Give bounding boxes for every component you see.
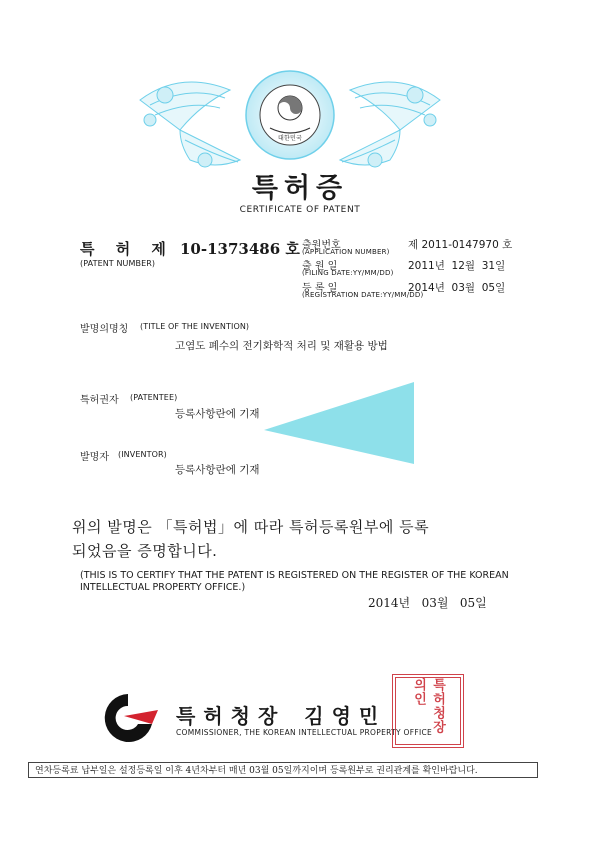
- filing-date-value: 2011년 12월 31일: [408, 260, 506, 272]
- seal-text: 특허청장의인: [411, 678, 445, 734]
- certification-date: 2014년 03월 05일: [368, 596, 487, 610]
- inventor-label: 발명자: [80, 452, 109, 463]
- filing-date-label-en: (FILING DATE:YY/MM/DD): [302, 269, 394, 277]
- registration-date-value: 2014년 03월 05일: [408, 282, 506, 294]
- patent-number-value: 10-1373486 호: [180, 240, 300, 258]
- filing-date-label: 출 원 일: [302, 261, 338, 272]
- certification-english: [80, 570, 550, 594]
- patent-number-label: 특 허 제: [80, 240, 174, 258]
- invention-label: 발명의명칭: [80, 324, 129, 335]
- registration-date-label-en: (REGISTRATION DATE:YY/MM/DD): [302, 291, 424, 299]
- application-number-value: 제 2011-0147970 호: [408, 239, 513, 251]
- page-subtitle: CERTIFICATE OF PATENT: [239, 205, 361, 215]
- patentee-label-en: (PATENTEE): [130, 393, 178, 402]
- certification-english-line-1: (THIS IS TO CERTIFY THAT THE PATENT IS REGISTERED ON THE REGISTER OF THE KOREAN: [80, 570, 509, 581]
- page-title: 특허증: [251, 173, 349, 204]
- footer-note: 연차등록료 납부일은 설정등록일 이후 4년차부터 매년 03월 05일까지이며 등록원부로 권리관계를 확인바랍니다.: [28, 762, 538, 778]
- certification-line-1: 위의 발명은 「특허법」에 따라 특허등록원부에 등록: [72, 518, 430, 536]
- registration-date-label: 등 록 일: [302, 283, 338, 294]
- patentee-value: 등록사항란에 기재: [175, 408, 260, 420]
- application-number-label: 출원번호: [302, 240, 341, 251]
- kipo-logo-icon: [98, 690, 162, 746]
- commissioner-title: 특허청장: [176, 704, 286, 728]
- patent-number-label-en: (PATENT NUMBER): [80, 259, 156, 268]
- official-seal: [392, 674, 464, 748]
- emblem-text: 대한민국: [278, 135, 302, 142]
- security-wedge-icon: [262, 380, 416, 466]
- commissioner-title-en: COMMISSIONER, THE KOREAN INTELLECTUAL PROPERTY OFFICE: [176, 728, 433, 737]
- inventor-value: 등록사항란에 기재: [175, 464, 260, 476]
- certification-statement: [72, 515, 532, 563]
- ornament-icon: [120, 60, 460, 180]
- ornamental-emblem: [120, 60, 460, 180]
- invention-label-en: (TITLE OF THE INVENTION): [140, 322, 250, 331]
- patentee-label: 특허권자: [80, 395, 119, 406]
- certification-english-line-2: INTELLECTUAL PROPERTY OFFICE.): [80, 582, 246, 593]
- certification-line-2: 되었음을 증명합니다.: [72, 542, 218, 560]
- inventor-label-en: (INVENTOR): [118, 450, 167, 459]
- invention-title: 고염도 폐수의 전기화학적 처리 및 재활용 방법: [175, 340, 388, 352]
- commissioner-person: 김영민: [304, 704, 387, 728]
- application-number-label-en: (APPLICATION NUMBER): [302, 248, 390, 256]
- commissioner-name: [176, 700, 386, 729]
